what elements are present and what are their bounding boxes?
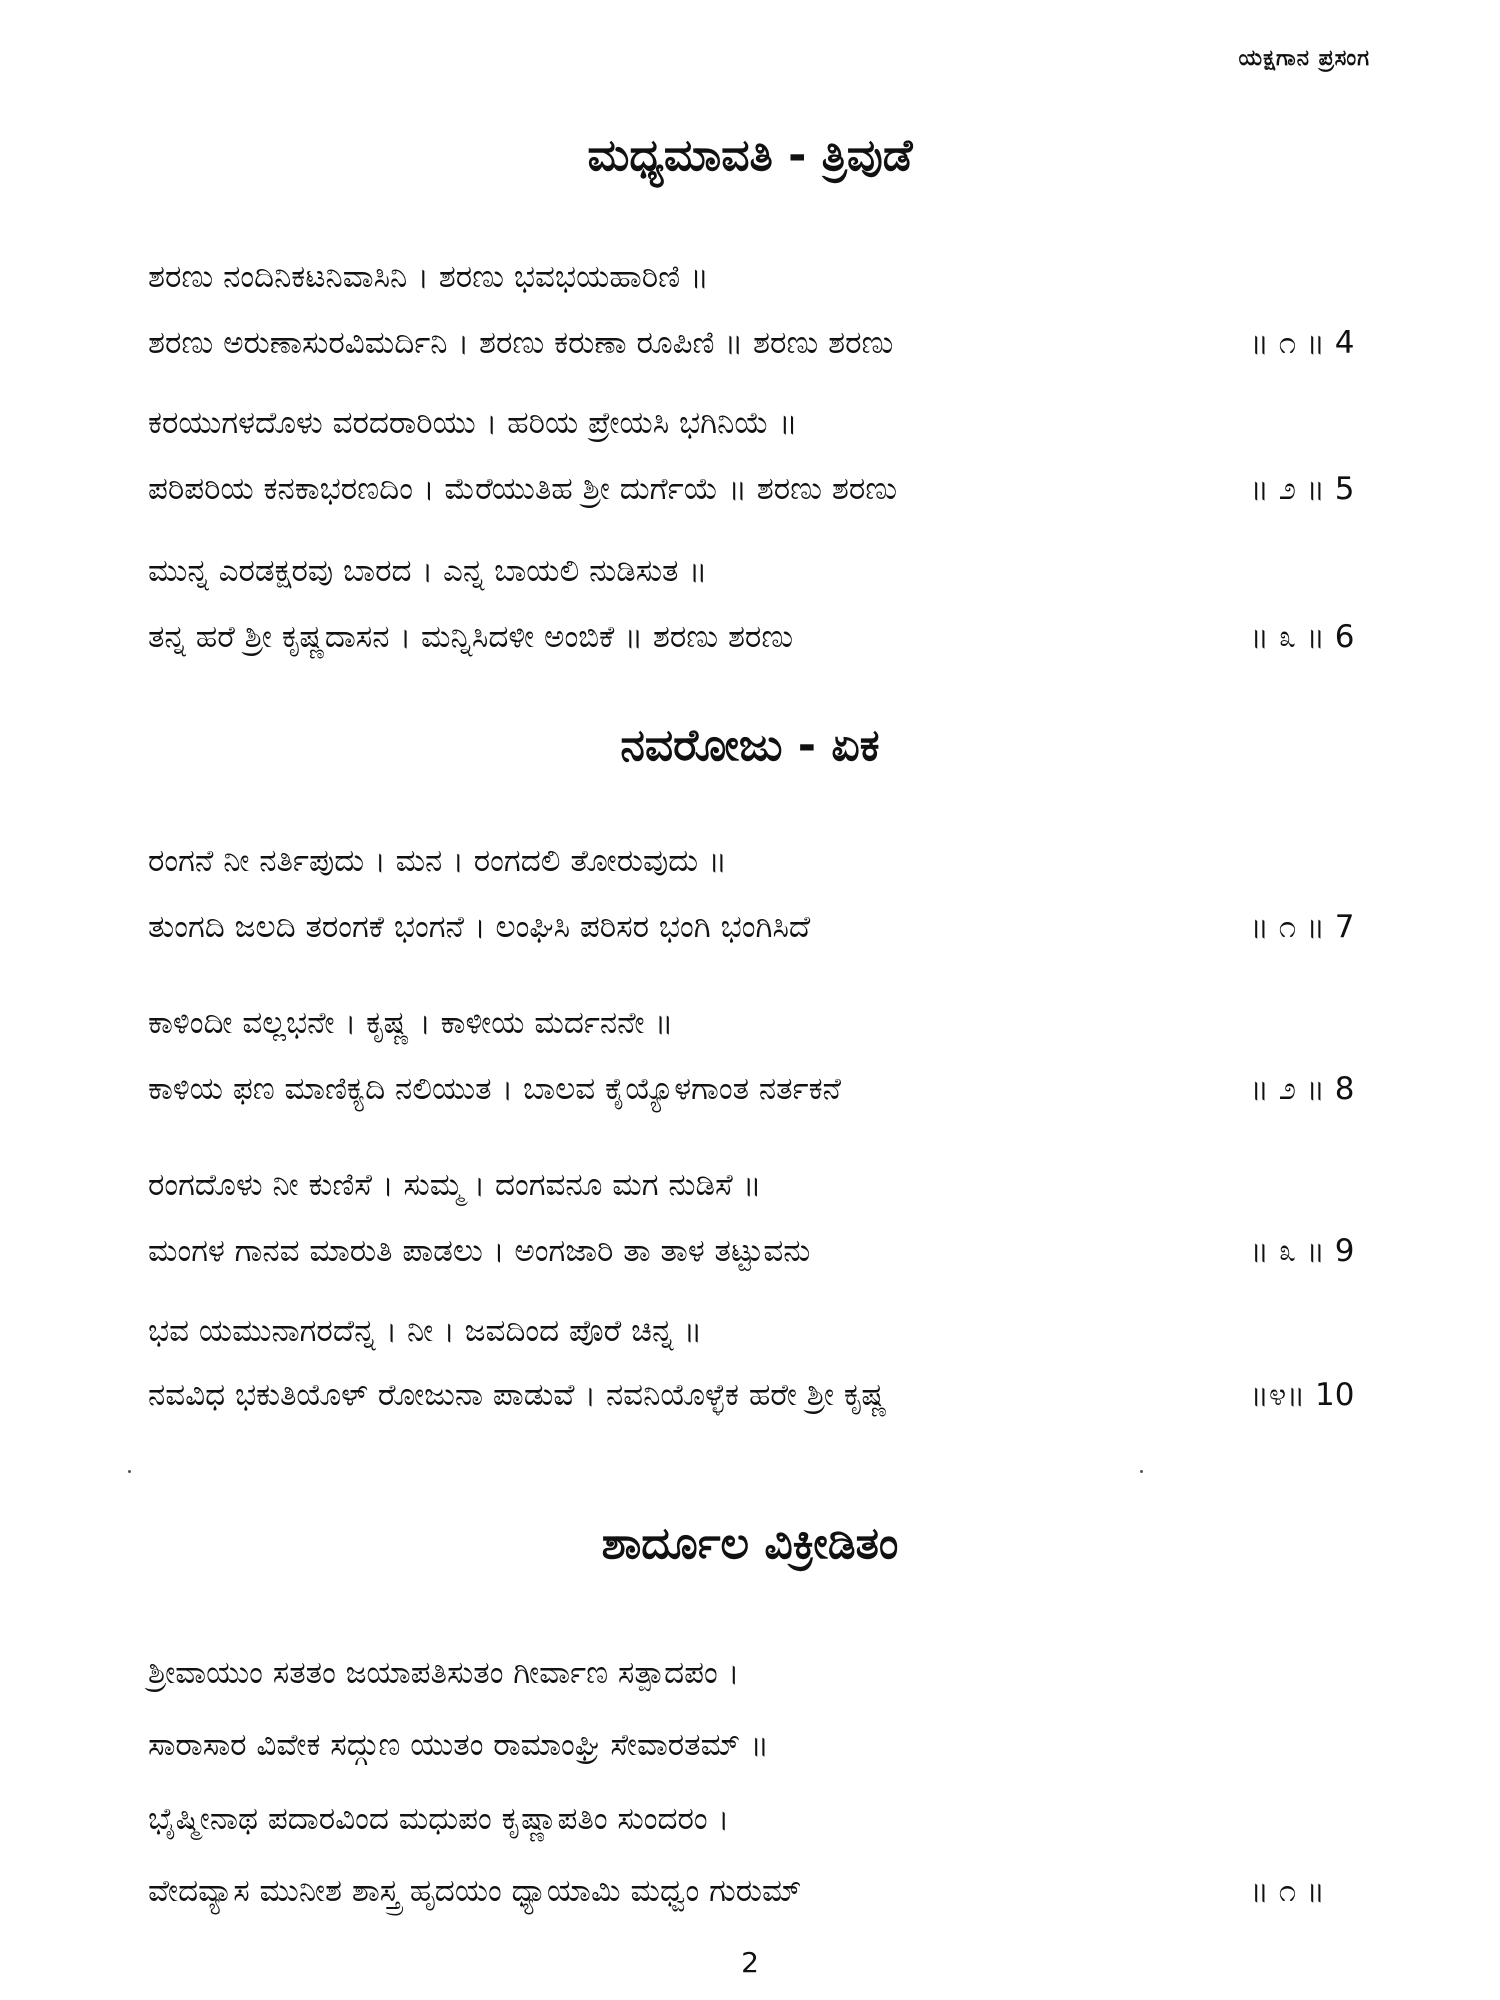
verse-line: ಕಾಳಿಯ ಫಣ ಮಾಣಿಕ್ಯದಿ ನಲಿಯುತ । ಬಾಲವ ಕೈಯ್ಯೊಳಗಾಂತ ನರ್ತಕನೆ: [148, 1071, 842, 1107]
verse-line: ವೇದವ್ಯಾಸ ಮುನೀಶ ಶಾಸ್ತ್ರ ಹೃದಯಂ ಧ್ಯಾಯಾಮಿ ಮಧ್ವಂ ಗುರುಮ್: [148, 1873, 802, 1909]
verse-line: ಶ್ರೀವಾಯುಂ ಸತತಂ ಜಯಾಪತಿಸುತಂ ಗೀರ್ವಾಣ ಸತ್ಪಾದಪಂ ।: [148, 1655, 740, 1691]
verse-line: ಶರಣು ಅರುಣಾಸುರವಿಮರ್ದಿನಿ । ಶರಣು ಕರುಣಾ ರೂಪಿಣಿ ॥ ಶರಣು ಶರಣು: [148, 325, 894, 361]
verse-number: ॥ ೩ ॥ 9: [1250, 1233, 1355, 1269]
verse-number: ॥ ೩ ॥ 6: [1250, 619, 1355, 655]
verse-line: ತುಂಗದಿ ಜಲದಿ ತರಂಗಕೆ ಭಂಗನೆ । ಲಂಘಿಸಿ ಪರಿಸರ ಭಂಗಿ ಭಂಗಿಸಿದೆ: [148, 909, 811, 945]
verse-line: ರಂಗದೊಳು ನೀ ಕುಣಿಸೆ । ಸುಮ್ಮ । ದಂಗವನೂ ಮಗ ನುಡಿಸೆ ॥: [148, 1167, 762, 1203]
verse-line: ನವವಿಧ ಭಕುತಿಯೊಳ್ ರೋಜುನಾ ಪಾಡುವೆ । ನವನಿಯೊಳ್ಳೆಕ ಹರೇ ಶ್ರೀ ಕೃಷ್ಣ: [148, 1377, 887, 1413]
verse-number: ॥ ೨ ॥ 8: [1250, 1071, 1355, 1107]
section-title-navaroju: ನವರೋಜು - ಏಕ: [620, 720, 880, 771]
verse-line: ಮಂಗಳ ಗಾನವ ಮಾರುತಿ ಪಾಡಲು । ಅಂಗಜಾರಿ ತಾ ತಾಳ ತಟ್ಟುವನು: [148, 1233, 811, 1269]
verse-line: ಭೈಷ್ಮೀನಾಥ ಪದಾರವಿಂದ ಮಧುಪಂ ಕೃಷ್ಣಾಪತಿಂ ಸುಂದರಂ ।: [148, 1801, 730, 1837]
verse-line: ಶರಣು ನಂದಿನಿಕಟನಿವಾಸಿನಿ । ಶರಣು ಭವಭಯಹಾರಿಣಿ ॥: [148, 259, 709, 295]
section-title-madhyamavati: ಮಧ್ಯಮಾವತಿ - ತ್ರಿವುಡೆ: [587, 130, 913, 181]
verse-line: ರಂಗನೆ ನೀ ನರ್ತಿಪುದು । ಮನ । ರಂಗದಲಿ ತೋರುವುದು ॥: [148, 843, 727, 879]
verse-line: ಮುನ್ನ ಎರಡಕ್ಷರವು ಬಾರದ । ಎನ್ನ ಬಾಯಲಿ ನುಡಿಸುತ ॥: [148, 553, 708, 589]
verse-number: ॥ ೨ ॥ 5: [1250, 471, 1355, 507]
verse-line: ಸಾರಾಸಾರ ವಿವೇಕ ಸದ್ಗುಣ ಯುತಂ ರಾಮಾಂಘ್ರಿ ಸೇವಾರತಮ್ ॥: [148, 1727, 769, 1763]
page-number: 2: [741, 1946, 759, 1979]
verse-line: ಭವ ಯಮುನಾಗರದೆನ್ನ । ನೀ । ಜವದಿಂದ ಪೊರೆ ಚಿನ್ನ ॥: [148, 1313, 703, 1349]
verse-line: ಕರಯುಗಳದೊಳು ವರದರಾರಿಯು । ಹರಿಯ ಪ್ರೇಯಸಿ ಭಗಿನಿಯೆ ॥: [148, 405, 798, 441]
section-title-shardula: ಶಾರ್ದೂಲ ವಿಕ್ರೀಡಿತಂ: [601, 1518, 899, 1569]
verse-line: ಕಾಳಿಂದೀ ವಲ್ಲಭನೇ । ಕೃಷ್ಣ । ಕಾಳೀಯ ಮರ್ದನನೇ ॥: [148, 1005, 674, 1041]
verse-number: ॥ ೧ ॥ 4: [1250, 325, 1355, 361]
scan-speck: [128, 1470, 131, 1473]
running-header: ಯಕ್ಷಗಾನ ಪ್ರಸಂಗ: [1238, 46, 1370, 71]
verse-line: ತನ್ನ ಹರೆ ಶ್ರೀ ಕೃಷ್ಣದಾಸನ । ಮನ್ನಿಸಿದಳೀ ಅಂಬಿಕೆ ॥ ಶರಣು ಶರಣು: [148, 619, 794, 655]
verse-number: ॥ ೧ ॥ 7: [1250, 909, 1355, 945]
verse-line: ಪರಿಪರಿಯ ಕನಕಾಭರಣದಿಂ । ಮೆರೆಯುತಿಹ ಶ್ರೀ ದುರ್ಗೆಯೆ ॥ ಶರಣು ಶರಣು: [148, 471, 898, 507]
verse-number: ॥ ೧ ॥: [1250, 1873, 1325, 1909]
verse-number: ॥೪॥ 10: [1250, 1377, 1355, 1413]
scan-speck: [1140, 1470, 1143, 1473]
